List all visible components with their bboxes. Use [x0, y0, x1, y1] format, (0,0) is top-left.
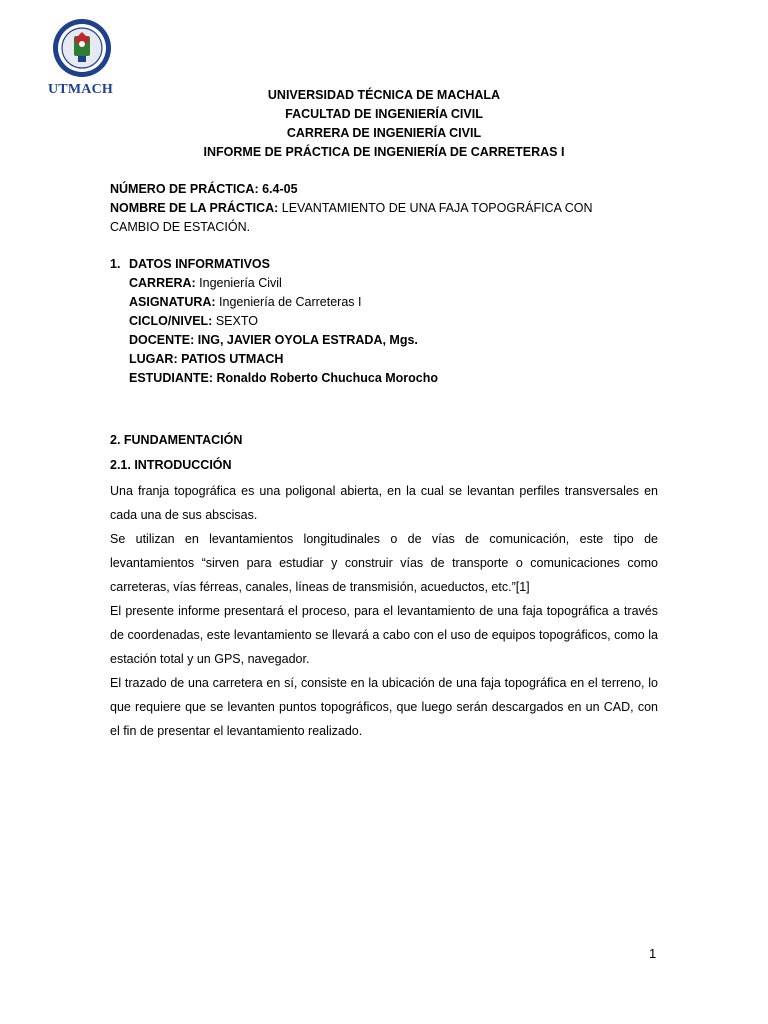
document-title-block — [0, 86, 768, 162]
docente-row: DOCENTE: ING, JAVIER OYOLA ESTRADA, Mgs. — [129, 333, 418, 347]
report-title: INFORME DE PRÁCTICA DE INGENIERÍA DE CARRETERAS I — [203, 145, 565, 159]
carrera-value: Ingeniería Civil — [195, 276, 282, 290]
asignatura-row — [129, 293, 650, 312]
ciclo-row — [129, 312, 650, 331]
datos-informativos-section — [110, 255, 650, 388]
asignatura-label: ASIGNATURA: — [129, 295, 216, 309]
practice-name-label: NOMBRE DE LA PRÁCTICA: — [110, 201, 279, 215]
career-name: CARRERA DE INGENIERÍA CIVIL — [286, 126, 482, 140]
fundamentacion-section — [110, 431, 658, 743]
university-name: UNIVERSIDAD TÉCNICA DE MACHALA — [267, 88, 501, 102]
practice-number: NÚMERO DE PRÁCTICA: 6.4-05 — [110, 182, 298, 196]
paragraph: El presente informe presentará el proceso, para el levantamiento de una faja topográfica a través de coordenadas, este levantamiento se llevará a cabo con el uso de equipos topográficos, como la estación total y un GPS, navegador. — [110, 604, 658, 666]
faculty-name: FACULTAD DE INGENIERÍA CIVIL — [285, 107, 483, 121]
lugar-row: LUGAR: PATIOS UTMACH — [129, 352, 284, 366]
introduccion-body — [110, 479, 658, 743]
datos-heading — [110, 255, 650, 274]
carrera-row — [129, 274, 650, 293]
ciclo-value: SEXTO — [212, 314, 258, 328]
datos-number: 1. — [110, 257, 121, 271]
introduccion-heading: 2.1. INTRODUCCIÓN — [110, 458, 232, 472]
logo-text: UTMACH — [48, 82, 113, 97]
datos-list — [129, 274, 650, 388]
paragraph: El trazado de una carretera en sí, consiste en la ubicación de una faja topográfica en el terreno, lo que requiere que se levanten puntos topográficos, que luego serán descargados en un CAD, con el fin de presentar el levantamiento realizado. — [110, 676, 658, 738]
practice-info — [110, 180, 640, 237]
ciclo-label: CICLO/NIVEL: — [129, 314, 213, 328]
paragraph: Se utilizan en levantamientos longitudinales o de vías de comunicación, este tipo de levantamientos “sirven para estudiar y construir vías de transporte o comunicaciones como carreteras, vías férreas, canales, líneas de transmisión, acueductos, etc.”[1] — [110, 532, 658, 594]
paragraph: Una franja topográfica es una poligonal abierta, en la cual se levantan perfiles transversales en cada una de sus abscisas. — [110, 484, 658, 522]
datos-heading-text: DATOS INFORMATIVOS — [129, 257, 270, 271]
practice-name — [110, 199, 640, 237]
practice-name-value: LEVANTAMIENTO DE UNA FAJA TOPOGRÁFICA CON CAMBIO DE ESTACIÓN. — [110, 201, 593, 234]
estudiante-row: ESTUDIANTE: Ronaldo Roberto Chuchuca Morocho — [129, 371, 439, 385]
asignatura-value: Ingeniería de Carreteras I — [215, 295, 362, 309]
carrera-label: CARRERA: — [129, 276, 196, 290]
university-seal-icon — [52, 18, 112, 78]
fundamentacion-heading: 2. FUNDAMENTACIÓN — [110, 433, 243, 447]
page-number: 1 — [649, 946, 657, 961]
